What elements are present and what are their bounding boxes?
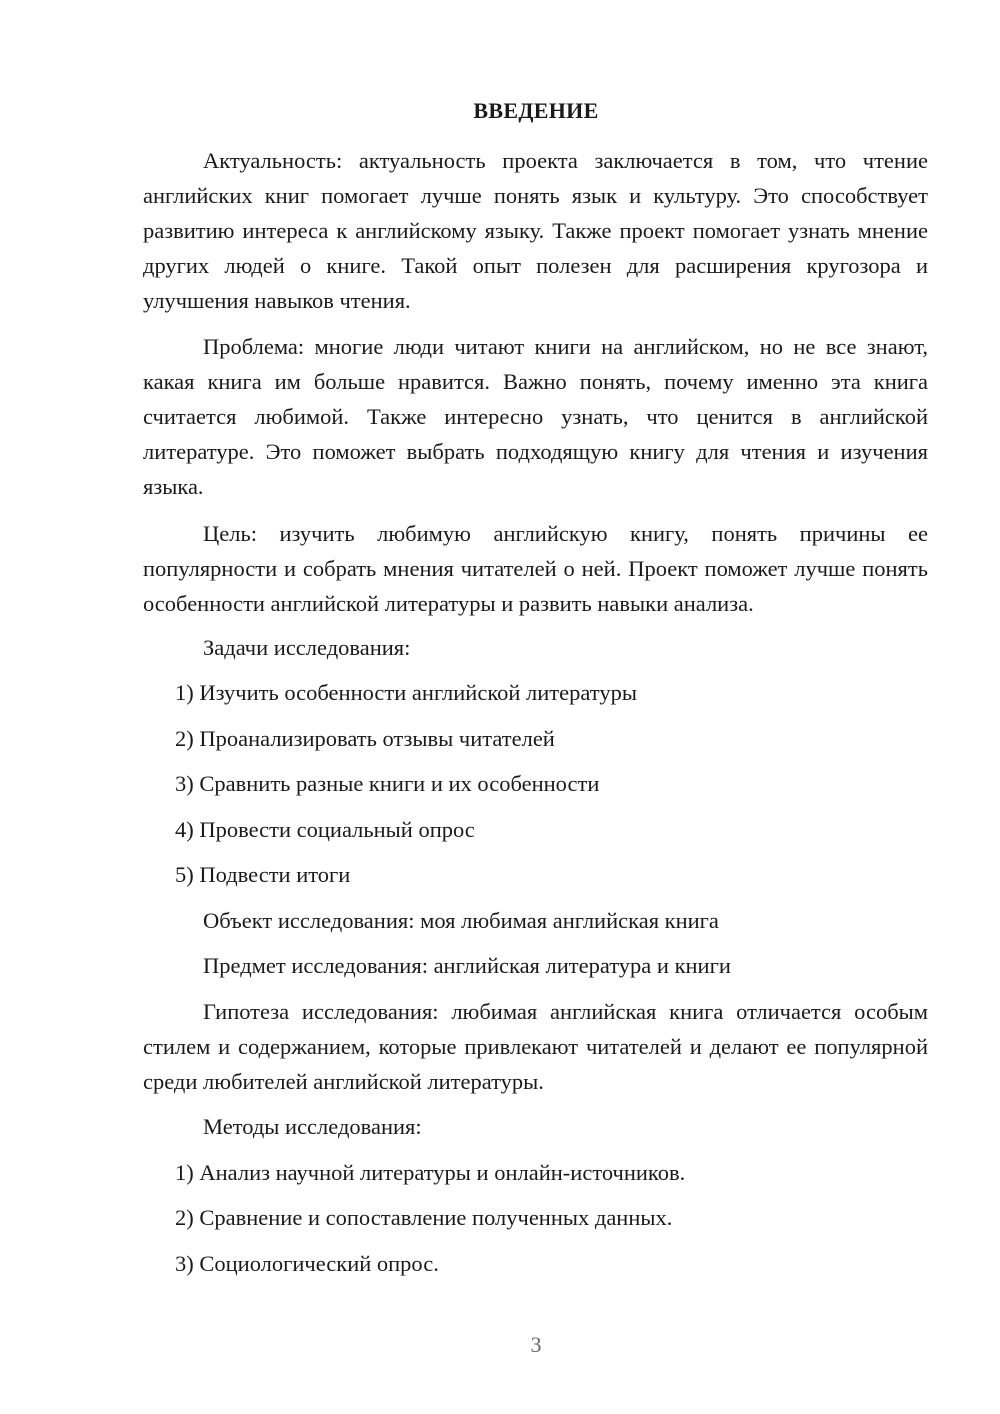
method-item: 1) Анализ научной литературы и онлайн-источников. — [175, 1160, 686, 1185]
problem-paragraph: Проблема: многие люди читают книги на английском, но не все знают, какая книга им больше нравится. Важно понять, почему именно эта книга считается любимой. Также интересно узнать, что ценится в английской литературе. Это поможет выбрать подходящую книгу для чтения и изучения языка. — [143, 334, 928, 499]
goal-paragraph: Цель: изучить любимую английскую книгу, понять причины ее популярности и собрать мнения читателей о ней. Проект поможет лучше понять особенности английской литературы и развить навыки анализа. — [143, 521, 928, 616]
task-item: 2) Проанализировать отзывы читателей — [175, 726, 555, 751]
hypothesis-paragraph: Гипотеза исследования: любимая английская книга отличается особым стилем и содержанием, которые привлекают читателей и делают ее популярной среди любителей английской литературы. — [143, 999, 928, 1094]
task-item: 5) Подвести итоги — [175, 862, 351, 887]
task-item: 3) Сравнить разные книги и их особенности — [175, 771, 600, 796]
tasks-heading: Задачи исследования: — [203, 635, 411, 660]
page-number: 3 — [530, 1332, 542, 1357]
relevance-paragraph: Актуальность: актуальность проекта заключается в том, что чтение английских книг помогает лучше понять язык и культуру. Это способствует развитию интереса к английскому языку. Также проект помогает узнать мнение других людей о книге. Такой опыт полезен для расширения кругозора и улучшения навыков чтения. — [143, 148, 928, 313]
research-subject: Предмет исследования: английская литература и книги — [203, 953, 731, 978]
task-item: 1) Изучить особенности английской литературы — [175, 680, 637, 705]
methods-heading: Методы исследования: — [203, 1114, 422, 1139]
research-object: Объект исследования: моя любимая английская книга — [203, 908, 719, 933]
method-item: 2) Сравнение и сопоставление полученных данных. — [175, 1205, 673, 1230]
section-title: ВВЕДЕНИЕ — [473, 98, 599, 123]
task-item: 4) Провести социальный опрос — [175, 817, 475, 842]
method-item: 3) Социологический опрос. — [175, 1251, 439, 1276]
